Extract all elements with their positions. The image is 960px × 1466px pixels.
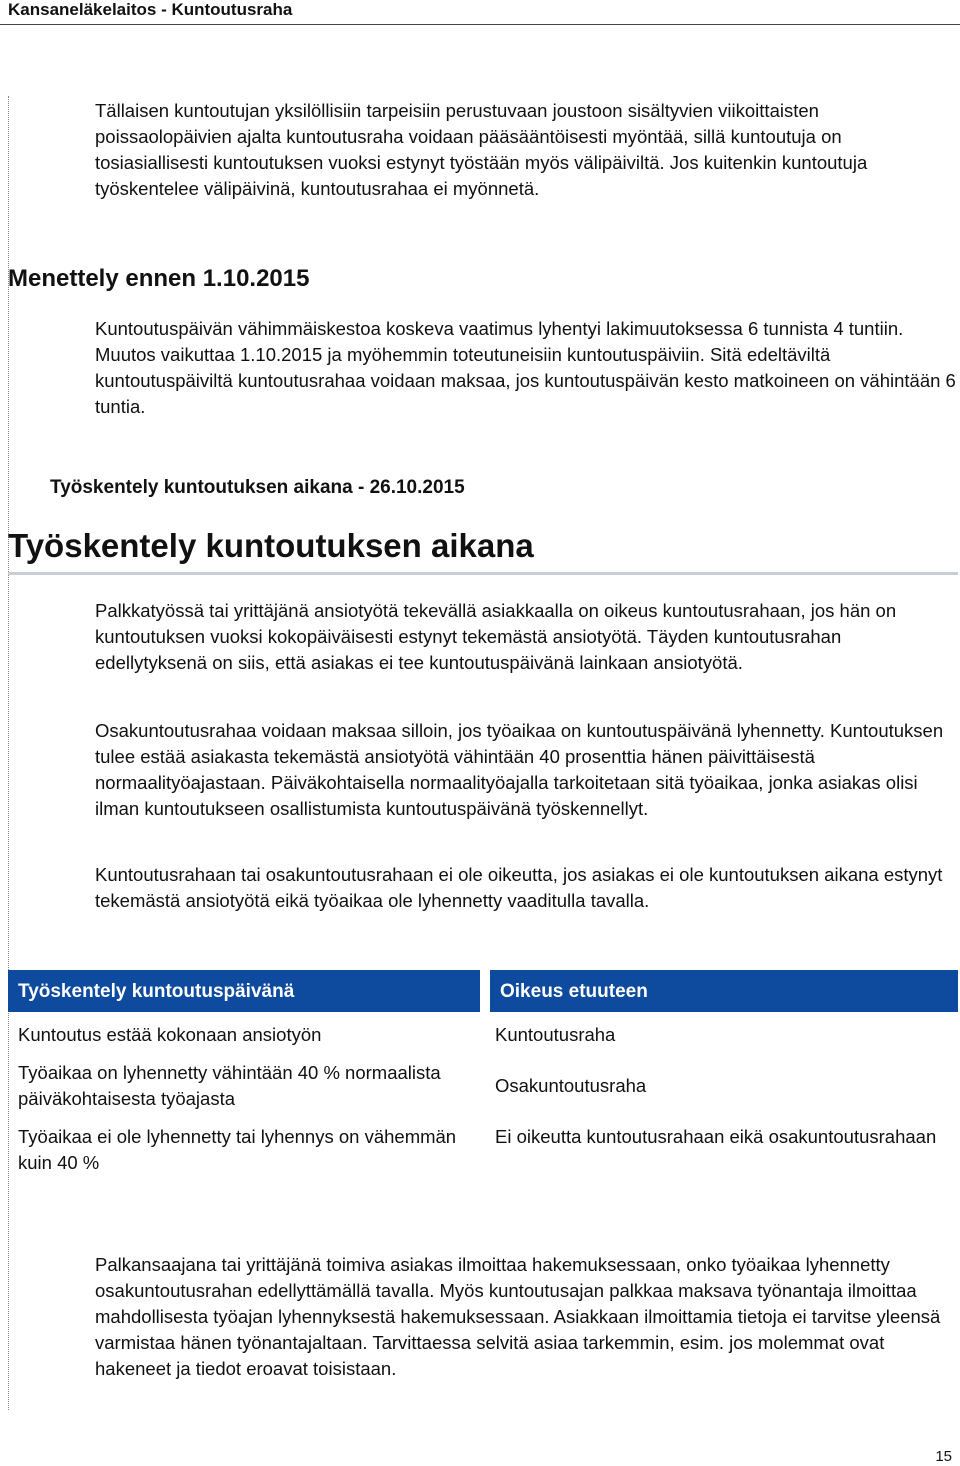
table-header-work: Työskentely kuntoutuspäivänä: [8, 970, 485, 1012]
table-cell: Osakuntoutusraha: [495, 1075, 647, 1096]
section-heading-rule: [8, 572, 958, 575]
final-paragraph: Palkansaajana tai yrittäjänä toimiva asiakas ilmoittaa hakemuksessaan, onko työaikaa lyhennetty osakuntoutusrahan edellyttämällä tavalla. Myös kuntoutusajan palkkaa maksava työnantaja ilmoittaa mahdollisesta työajan lyhennyksestä hakemuksessaan. Asiakkaan ilmoittamia tietoja ei tarvitse yleensä varmistaa hänen työnantajaltaan. Tarvittaessa selvitä asiaa tarkemmin, esim. jos molemmat ovat hakeneet ja tiedot eroavat toisistaan.: [95, 1254, 941, 1379]
table-cell: Kuntoutus estää kokonaan ansiotyön: [18, 1024, 322, 1045]
section-paragraph-1: Palkkatyössä tai yrittäjänä ansiotyötä tekevällä asiakkaalla on oikeus kuntoutusrahaan, jos hän on kuntoutuksen vuoksi kokopäiväisesti estynyt tekemästä ansiotyötä. Täyden kuntoutusrahan edellytyksenä on siis, että asiakas ei tee kuntoutuspäivänä lainkaan ansiotyötä.: [95, 600, 897, 673]
table-cell: Kuntoutusraha: [495, 1024, 616, 1045]
benefit-table: [8, 970, 958, 1184]
section-paragraph-2: Osakuntoutusrahaa voidaan maksaa silloin, jos työaikaa on kuntoutuspäivänä lyhennetty. Kuntoutuksen tulee estää asiakasta tekemästä ansiotyötä vähintään 40 prosenttia hänen päivittäisestä normaalityöajastaan. Päiväkohtaisella normaalityöajalla tarkoitetaan sitä työaikaa, jonka asiakas olisi ilman kuntoutukseen osallistumista kuntoutuspäivänä työskennellyt.: [95, 720, 944, 819]
header-divider: [0, 24, 960, 25]
document-header-title: Kansaneläkelaitos - Kuntoutusraha: [8, 0, 293, 19]
table-header-row: [8, 970, 958, 1012]
table-cell: Ei oikeutta kuntoutusrahaan eikä osakuntoutusrahaan: [495, 1126, 937, 1147]
section-paragraph-3: Kuntoutusrahaan tai osakuntoutusrahaan ei ole oikeutta, jos asiakas ei ole kuntoutuksen aikana estynyt tekemästä ansiotyötä eikä työaikaa ole lyhennetty vaaditulla tavalla.: [95, 864, 943, 911]
section-subheading: Työskentely kuntoutuksen aikana - 26.10.2015: [50, 477, 465, 498]
menettely-paragraph: Kuntoutuspäivän vähimmäiskestoa koskeva vaatimus lyhentyi lakimuutoksessa 6 tunnista 4 tuntiin. Muutos vaikuttaa 1.10.2015 ja myöhemmin toteutuneisiin kuntoutuspäiviin. Sitä edeltäviltä kuntoutuspäiviltä kuntoutusrahaa voidaan maksaa, jos kuntoutuspäivän kesto matkoineen on vähintään 6 tuntia.: [95, 318, 956, 417]
page-number: 15: [935, 1448, 952, 1465]
table-row: [8, 1012, 958, 1056]
table-header-right: Oikeus etuuteen: [485, 970, 958, 1012]
section-heading: Työskentely kuntoutuksen aikana: [8, 527, 534, 564]
menettely-heading: Menettely ennen 1.10.2015: [8, 265, 310, 292]
table-cell: Työaikaa on lyhennetty vähintään 40 % normaalista päiväkohtaisesta työajasta: [18, 1062, 441, 1109]
table-row: [8, 1056, 958, 1120]
intro-paragraph: Tällaisen kuntoutujan yksilöllisiin tarpeisiin perustuvaan joustoon sisältyvien viikoittaisten poissaolopäivien ajalta kuntoutusraha voidaan pääsääntöisesti myöntää, sillä kuntoutuja on tosiasiallisesti kuntoutuksen vuoksi estynyt työstään myös välipäiviltä. Jos kuitenkin kuntoutuja työskentelee välipäivinä, kuntoutusrahaa ei myönnetä.: [95, 100, 868, 199]
table-cell: Työaikaa ei ole lyhennetty tai lyhennys on vähemmän kuin 40 %: [18, 1126, 457, 1173]
table-row: [8, 1120, 958, 1184]
